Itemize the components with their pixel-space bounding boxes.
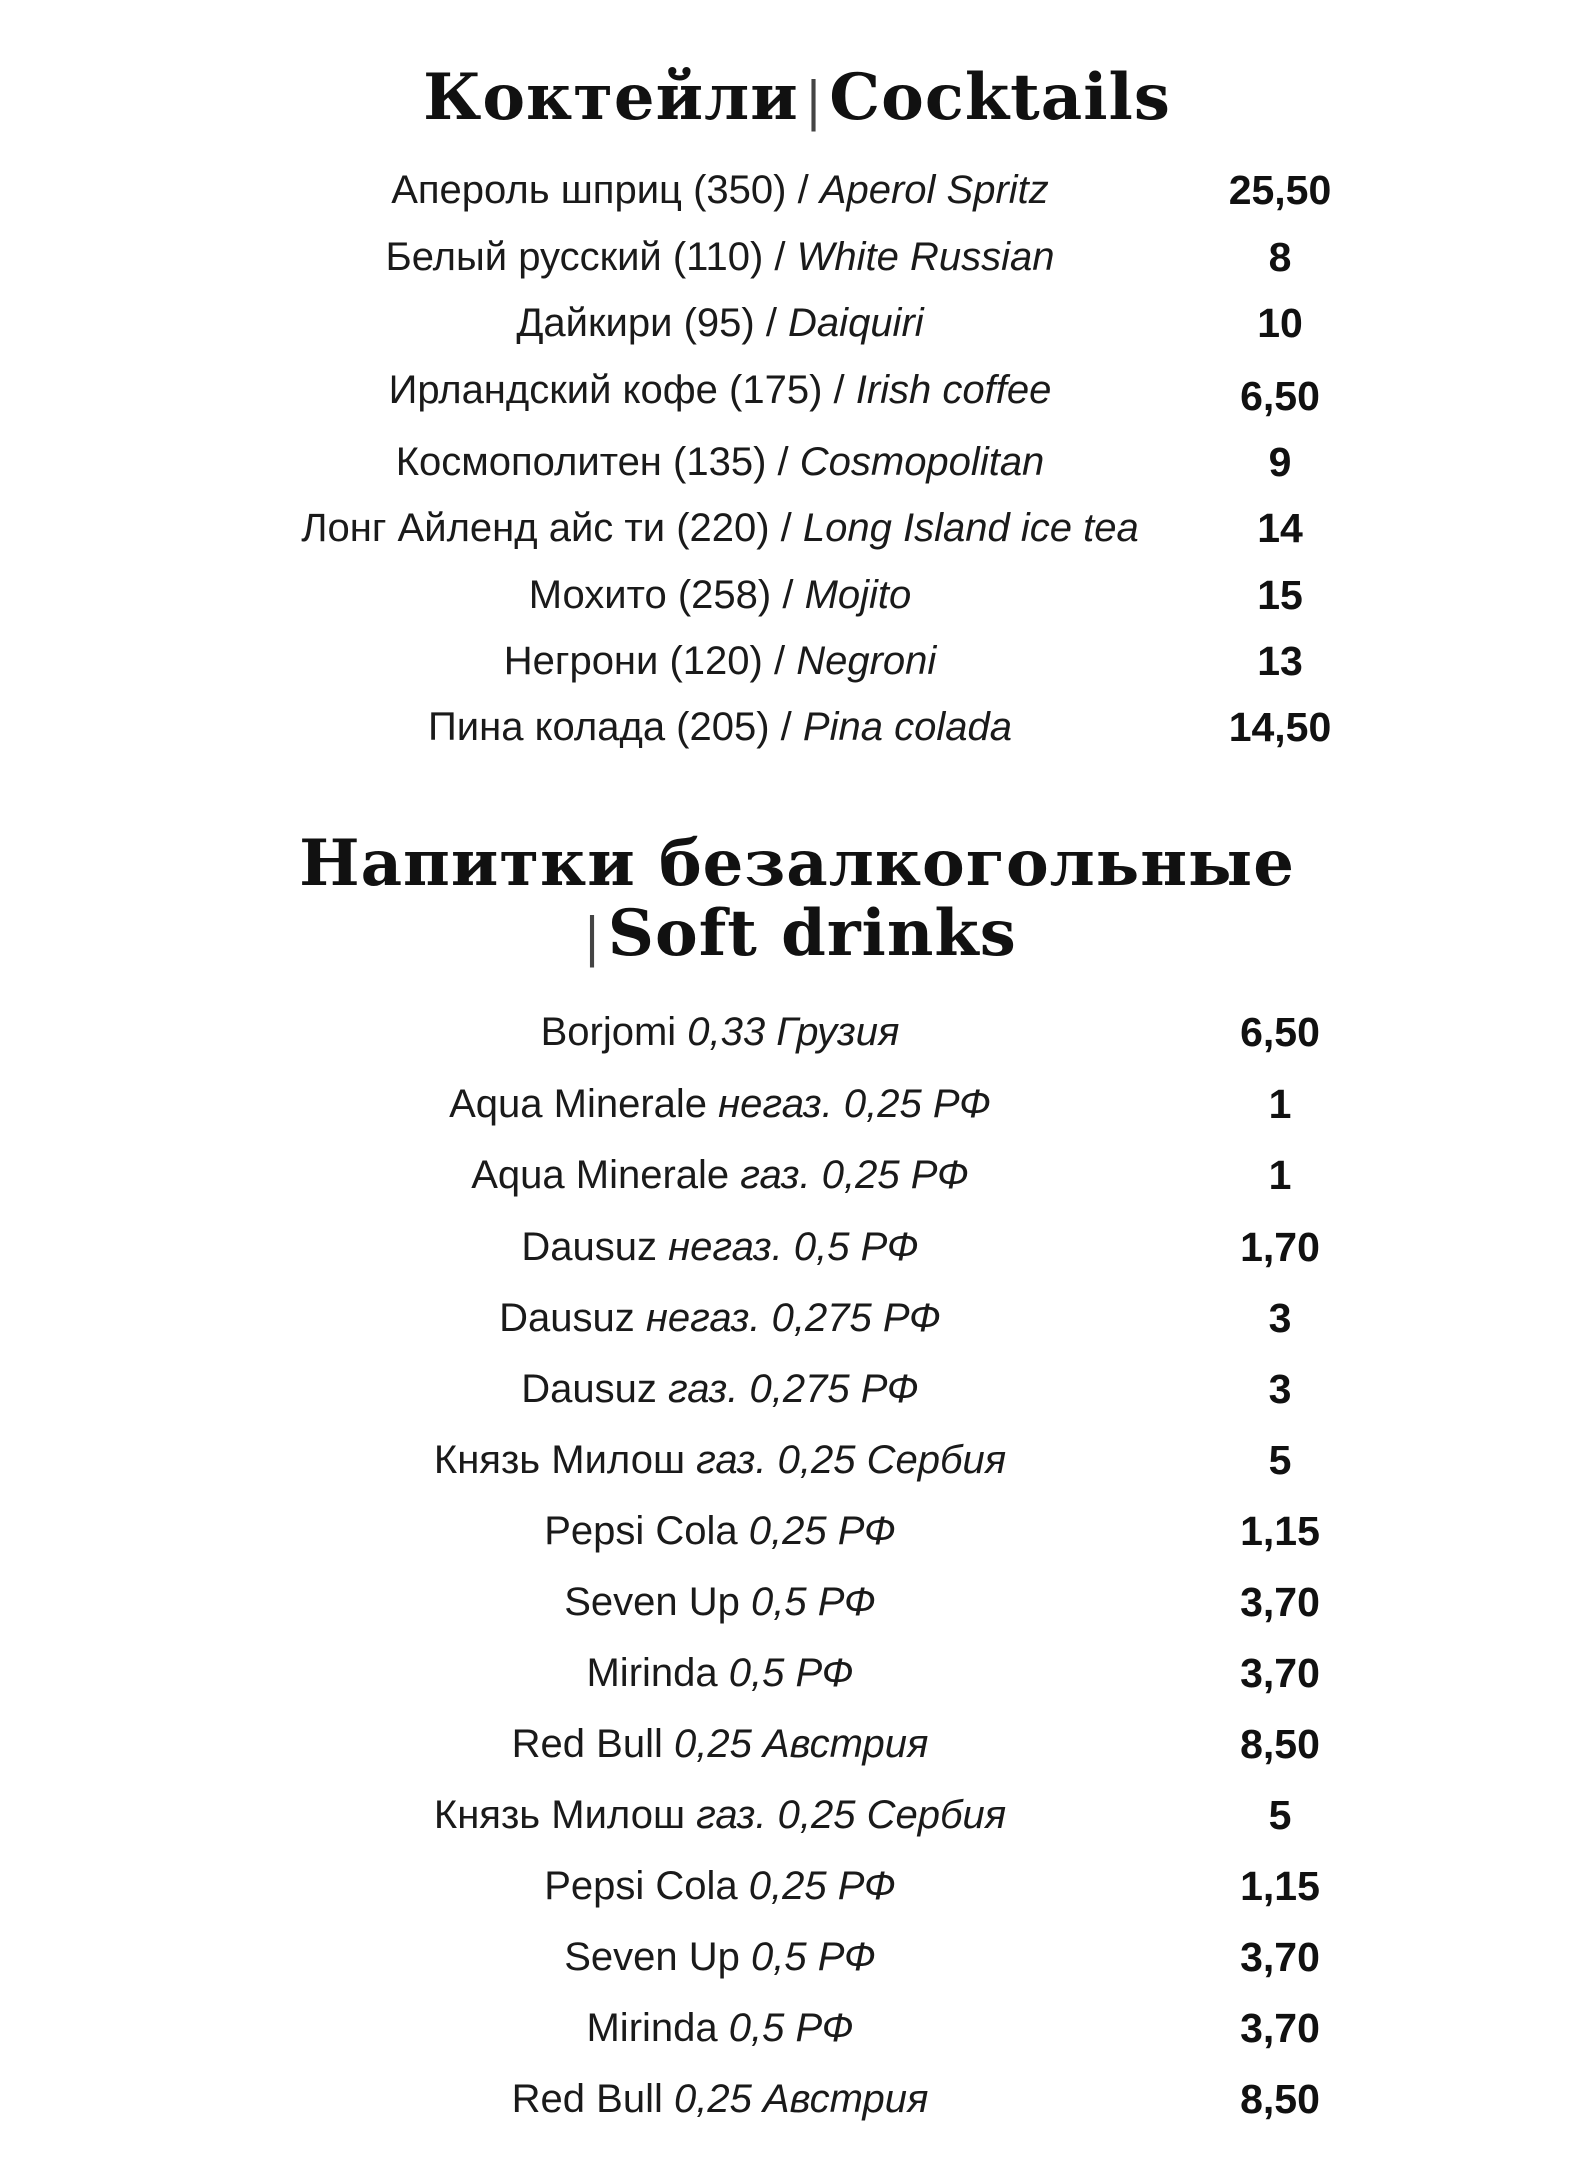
cocktail-name bbox=[150, 697, 1290, 757]
cocktail-row bbox=[0, 293, 1594, 353]
soft-drink-name bbox=[150, 1927, 1290, 1987]
cocktail-row bbox=[0, 498, 1594, 558]
soft-drink-price: 5 bbox=[1268, 1437, 1292, 1483]
soft-drink-name bbox=[150, 1785, 1290, 1845]
soft-drink-brand: Red Bull bbox=[511, 1722, 674, 1766]
cocktail-price: 15 bbox=[1257, 572, 1303, 618]
cocktail-name bbox=[150, 360, 1290, 420]
soft-drink-row bbox=[0, 1998, 1594, 2058]
cocktail-price: 13 bbox=[1257, 638, 1303, 684]
soft-drink-detail: 0,25 Австрия bbox=[673, 1722, 929, 1766]
soft-drink-row bbox=[0, 1217, 1594, 1277]
soft-drink-name bbox=[150, 1430, 1290, 1490]
soft-drink-price: 6,50 bbox=[1240, 1009, 1320, 1055]
soft-drink-row bbox=[0, 1288, 1594, 1348]
cocktail-row bbox=[0, 360, 1594, 420]
cocktail-price: 14 bbox=[1257, 505, 1303, 551]
soft-drink-row bbox=[0, 1359, 1594, 1419]
soft-drink-name bbox=[150, 1359, 1290, 1419]
cocktail-name-ru: Лонг Айленд айс ти (220) / bbox=[301, 506, 803, 550]
cocktail-price: 9 bbox=[1268, 439, 1292, 485]
soft-drink-price: 3,70 bbox=[1240, 1579, 1320, 1625]
cocktail-price: 8 bbox=[1268, 234, 1292, 280]
soft-drinks-title-en: Soft drinks bbox=[607, 896, 1017, 971]
soft-drink-name bbox=[150, 1217, 1290, 1277]
cocktail-name-ru: Негрони (120) / bbox=[503, 639, 797, 683]
cocktail-name-en: Irish coffee bbox=[855, 368, 1052, 412]
soft-drink-brand: Dausuz bbox=[521, 1225, 669, 1269]
soft-drink-price: 3 bbox=[1268, 1366, 1292, 1412]
soft-drink-name bbox=[150, 1643, 1290, 1703]
cocktail-name-en: White Russian bbox=[796, 235, 1055, 279]
cocktail-name-en: Pina colada bbox=[802, 705, 1012, 749]
cocktails-title-ru: Коктейли bbox=[423, 60, 799, 135]
cocktail-name-en: Mojito bbox=[804, 573, 912, 617]
cocktail-name bbox=[150, 565, 1290, 625]
title-separator: | bbox=[583, 908, 602, 968]
soft-drink-detail: 0,5 РФ bbox=[728, 2006, 854, 2050]
cocktail-name bbox=[150, 631, 1290, 691]
soft-drink-name bbox=[150, 1501, 1290, 1561]
cocktail-name-ru: Космополитен (135) / bbox=[395, 440, 800, 484]
cocktail-name-en: Negroni bbox=[796, 639, 937, 683]
cocktail-name-ru: Апероль шприц (350) / bbox=[391, 168, 820, 212]
soft-drink-price: 1,15 bbox=[1240, 1863, 1320, 1909]
soft-drink-name bbox=[150, 1074, 1290, 1134]
cocktail-price: 14,50 bbox=[1228, 704, 1332, 750]
cocktail-price: 10 bbox=[1257, 300, 1303, 346]
soft-drink-price: 1 bbox=[1268, 1081, 1292, 1127]
soft-drink-detail: 0,5 РФ bbox=[728, 1651, 854, 1695]
soft-drink-brand: Mirinda bbox=[586, 2006, 729, 2050]
soft-drink-row bbox=[0, 1430, 1594, 1490]
soft-drink-row bbox=[0, 1785, 1594, 1845]
soft-drink-brand: Mirinda bbox=[586, 1651, 729, 1695]
soft-drink-row bbox=[0, 1145, 1594, 1205]
soft-drink-price: 8,50 bbox=[1240, 1721, 1320, 1767]
soft-drink-price: 3 bbox=[1268, 1295, 1292, 1341]
soft-drinks-title bbox=[0, 828, 1594, 974]
soft-drink-brand: Dausuz bbox=[499, 1296, 646, 1340]
soft-drink-price: 1,15 bbox=[1240, 1508, 1320, 1554]
soft-drink-name bbox=[150, 1856, 1290, 1916]
soft-drink-name bbox=[150, 1714, 1290, 1774]
soft-drink-name bbox=[150, 1572, 1290, 1632]
soft-drink-price: 3,70 bbox=[1240, 1934, 1320, 1980]
soft-drink-brand: Князь Милош bbox=[433, 1438, 697, 1482]
soft-drink-detail: 0,5 РФ bbox=[751, 1580, 876, 1624]
soft-drink-name bbox=[150, 1998, 1290, 2058]
cocktail-name bbox=[150, 227, 1290, 287]
soft-drink-detail: газ. 0,25 Сербия bbox=[696, 1793, 1007, 1837]
cocktail-name-ru: Ирландский кофе (175) / bbox=[388, 368, 856, 412]
soft-drink-detail: газ. 0,25 Сербия bbox=[696, 1438, 1007, 1482]
cocktail-name-en: Long Island ice tea bbox=[802, 506, 1139, 550]
soft-drink-row bbox=[0, 1927, 1594, 1987]
soft-drink-detail: газ. 0,275 РФ bbox=[668, 1367, 919, 1411]
soft-drink-row bbox=[0, 1002, 1594, 1062]
cocktail-name bbox=[150, 293, 1290, 353]
cocktail-name-en: Cosmopolitan bbox=[799, 440, 1045, 484]
soft-drink-detail: 0,25 РФ bbox=[748, 1509, 896, 1553]
soft-drink-name bbox=[150, 1002, 1290, 1062]
cocktails-title bbox=[0, 62, 1594, 138]
soft-drink-detail: негаз. 0,25 РФ bbox=[718, 1082, 991, 1126]
soft-drink-price: 3,70 bbox=[1240, 1650, 1320, 1696]
soft-drink-detail: газ. 0,25 РФ bbox=[740, 1153, 969, 1197]
cocktail-row bbox=[0, 432, 1594, 492]
cocktail-name-ru: Белый русский (110) / bbox=[385, 235, 797, 279]
soft-drink-name bbox=[150, 2069, 1290, 2129]
soft-drink-brand: Pepsi Cola bbox=[544, 1509, 749, 1553]
cocktail-name-en: Aperol Spritz bbox=[819, 168, 1049, 212]
soft-drink-name bbox=[150, 1145, 1290, 1205]
soft-drink-detail: 0,25 Австрия bbox=[673, 2077, 929, 2121]
cocktail-row bbox=[0, 697, 1594, 757]
soft-drink-row bbox=[0, 1501, 1594, 1561]
cocktail-row bbox=[0, 227, 1594, 287]
cocktails-title-en: Cocktails bbox=[829, 60, 1171, 135]
soft-drink-detail: 0,33 Грузия bbox=[687, 1010, 900, 1054]
soft-drink-row bbox=[0, 2069, 1594, 2129]
cocktail-price: 25,50 bbox=[1228, 167, 1332, 213]
title-separator: | bbox=[804, 72, 824, 132]
soft-drink-brand: Red Bull bbox=[511, 2077, 674, 2121]
cocktail-name-en: Daiquiri bbox=[788, 301, 924, 345]
cocktail-row bbox=[0, 160, 1594, 220]
soft-drink-price: 5 bbox=[1268, 1792, 1292, 1838]
soft-drink-row bbox=[0, 1074, 1594, 1134]
soft-drink-detail: негаз. 0,5 РФ bbox=[668, 1225, 919, 1269]
soft-drink-row bbox=[0, 1714, 1594, 1774]
soft-drink-detail: негаз. 0,275 РФ bbox=[645, 1296, 941, 1340]
soft-drink-brand: Pepsi Cola bbox=[544, 1864, 749, 1908]
cocktail-name bbox=[150, 432, 1290, 492]
soft-drinks-title-ru: Напитки безалкогольные bbox=[299, 826, 1295, 901]
soft-drink-price: 3,70 bbox=[1240, 2005, 1320, 2051]
cocktail-name-ru: Пина колада (205) / bbox=[428, 705, 803, 749]
soft-drink-row bbox=[0, 1856, 1594, 1916]
soft-drink-brand: Seven Up bbox=[564, 1935, 752, 1979]
cocktail-name bbox=[150, 498, 1290, 558]
soft-drink-brand: Seven Up bbox=[564, 1580, 752, 1624]
soft-drink-detail: 0,5 РФ bbox=[751, 1935, 876, 1979]
cocktail-row bbox=[0, 565, 1594, 625]
soft-drink-row bbox=[0, 1572, 1594, 1632]
cocktail-price: 6,50 bbox=[1240, 373, 1320, 419]
cocktail-name-ru: Дайкири (95) / bbox=[516, 301, 789, 345]
soft-drink-row bbox=[0, 1643, 1594, 1703]
soft-drink-detail: 0,25 РФ bbox=[748, 1864, 896, 1908]
soft-drink-price: 1 bbox=[1268, 1152, 1292, 1198]
soft-drink-brand: Aqua Minerale bbox=[471, 1153, 741, 1197]
soft-drink-name bbox=[150, 1288, 1290, 1348]
cocktail-name-ru: Мохито (258) / bbox=[528, 573, 805, 617]
soft-drink-brand: Borjomi bbox=[540, 1010, 688, 1054]
soft-drink-brand: Aqua Minerale bbox=[449, 1082, 719, 1126]
soft-drink-price: 8,50 bbox=[1240, 2076, 1320, 2122]
soft-drink-brand: Dausuz bbox=[521, 1367, 669, 1411]
soft-drink-brand: Князь Милош bbox=[433, 1793, 697, 1837]
soft-drink-price: 1,70 bbox=[1240, 1224, 1320, 1270]
cocktail-name bbox=[150, 160, 1290, 220]
cocktail-row bbox=[0, 631, 1594, 691]
